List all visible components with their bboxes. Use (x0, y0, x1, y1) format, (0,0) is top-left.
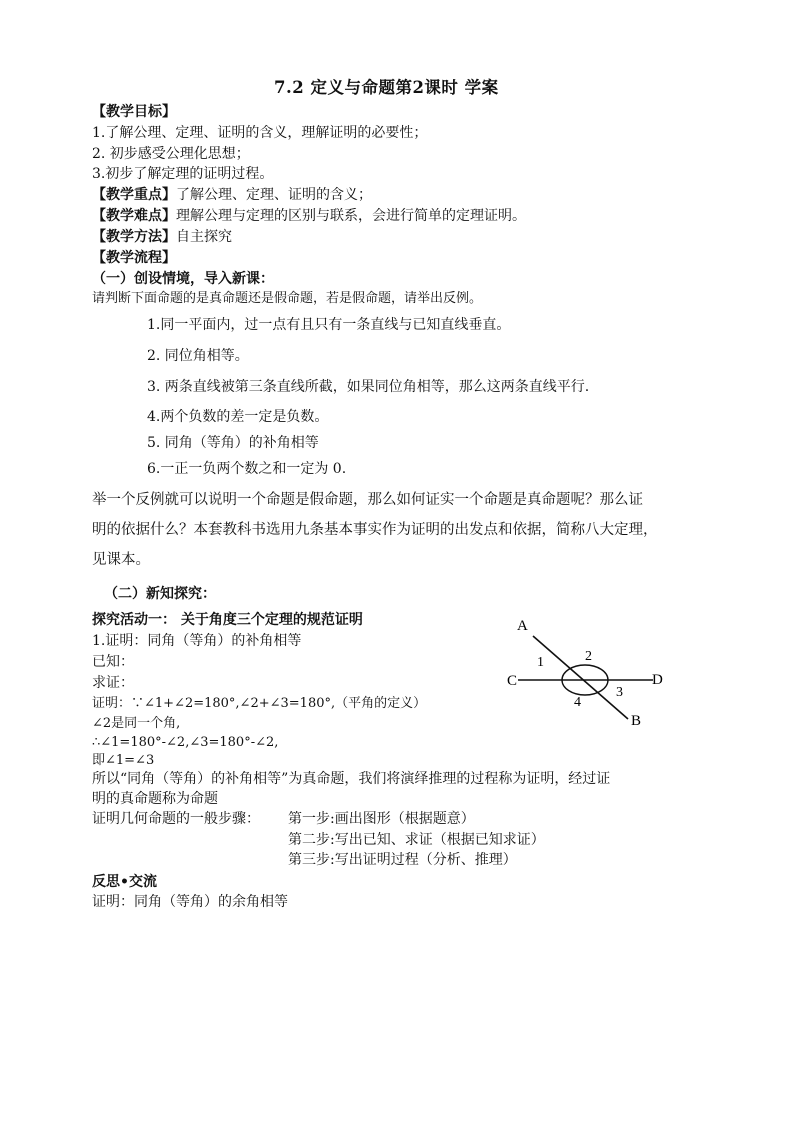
difficulties-line (92, 209, 526, 223)
objective-item: 3.初步了解定理的证明过程。 (92, 166, 274, 182)
section1-instruction: 请判断下面命题的是真命题还是假命题，若是假命题，请举出反例。 (92, 291, 483, 306)
paragraph-line: 举一个反例就可以说明一个命题是假命题，那么如何证实一个命题是真命题呢？那么证 (92, 492, 643, 508)
section2-heading: （二）新知探究： (104, 586, 216, 602)
step-item: 第一步:画出图形（根据题意） (288, 811, 475, 827)
page-title: 7.2 定义与命题第2课时 学案 (274, 78, 499, 97)
proof-line: ∴∠1=180°-∠2,∠3=180°-∠2, (92, 735, 279, 750)
key-points-text: 了解公理、定理、证明的含义； (176, 187, 372, 203)
point-label-b: B (631, 713, 642, 729)
proof-line: 证明：∵∠1+∠2=180°,∠2+∠3=180°,（平角的定义） (92, 696, 427, 711)
proposition-item: 5. 同角（等角）的补角相等 (147, 435, 319, 451)
key-points-line (92, 188, 372, 202)
point-label-a: A (517, 618, 528, 634)
angle-label-2: 2 (585, 649, 592, 664)
activity-title: 探究活动一： 关于角度三个定理的规范证明 (92, 612, 363, 628)
proposition-item: 4.两个负数的差一定是负数。 (147, 409, 329, 425)
proof-line: 即∠1=∠3 (92, 753, 155, 768)
reflection-heading: 反思•交流 (92, 874, 157, 890)
key-points-label: 【教学重点】 (92, 187, 176, 203)
method-text: 自主探究 (176, 229, 232, 245)
proof-title: 1.证明：同角（等角）的补角相等 (92, 633, 302, 649)
step-item: 第二步:写出已知、求证（根据已知求证） (288, 832, 545, 848)
objectives-heading: 【教学目标】 (92, 104, 176, 120)
objective-item: 2. 初步感受公理化思想； (92, 146, 250, 162)
difficulties-text: 理解公理与定理的区别与联系，会进行简单的定理证明。 (176, 208, 526, 224)
difficulties-label: 【教学难点】 (92, 208, 176, 224)
objective-item: 1.了解公理、定理、证明的含义，理解证明的必要性； (92, 125, 428, 141)
angle-label-3: 3 (616, 685, 623, 700)
proposition-item: 6.一正一负两个数之和一定为 0. (147, 461, 347, 477)
proposition-item: 1.同一平面内，过一点有且只有一条直线与已知直线垂直。 (147, 317, 511, 333)
process-heading: 【教学流程】 (92, 250, 176, 266)
given-label: 已知： (92, 654, 134, 670)
proof-line: ∠2是同一个角, (92, 716, 181, 731)
point-label-d: D (652, 672, 663, 688)
point-label-c: C (507, 673, 518, 689)
proposition-item: 3. 两条直线被第三条直线所截，如果同位角相等，那么这两条直线平行. (147, 379, 590, 395)
paragraph-line: 明的依据什么？本套教科书选用九条基本事实作为证明的出发点和依据，简称八大定理， (92, 522, 658, 538)
proposition-item: 2. 同位角相等。 (147, 348, 249, 364)
method-label: 【教学方法】 (92, 229, 176, 245)
conclusion-line: 所以“同角（等角）的补角相等”为真命题，我们将演绎推理的过程称为证明，经过证 (92, 771, 611, 787)
method-line (92, 230, 232, 244)
step-item: 第三步:写出证明过程（分析、推理） (288, 852, 517, 868)
steps-intro: 证明几何命题的一般步骤： (92, 811, 260, 827)
angle-figure (505, 618, 685, 743)
angle-label-4: 4 (574, 695, 581, 710)
conclusion-line: 明的真命题称为命题 (92, 791, 218, 807)
section1-heading: （一）创设情境，导入新课： (92, 271, 274, 287)
angle-label-1: 1 (537, 655, 544, 670)
prove-label: 求证： (92, 675, 134, 691)
reflection-text: 证明：同角（等角）的余角相等 (92, 894, 288, 910)
paragraph-line: 见课本。 (92, 552, 150, 568)
